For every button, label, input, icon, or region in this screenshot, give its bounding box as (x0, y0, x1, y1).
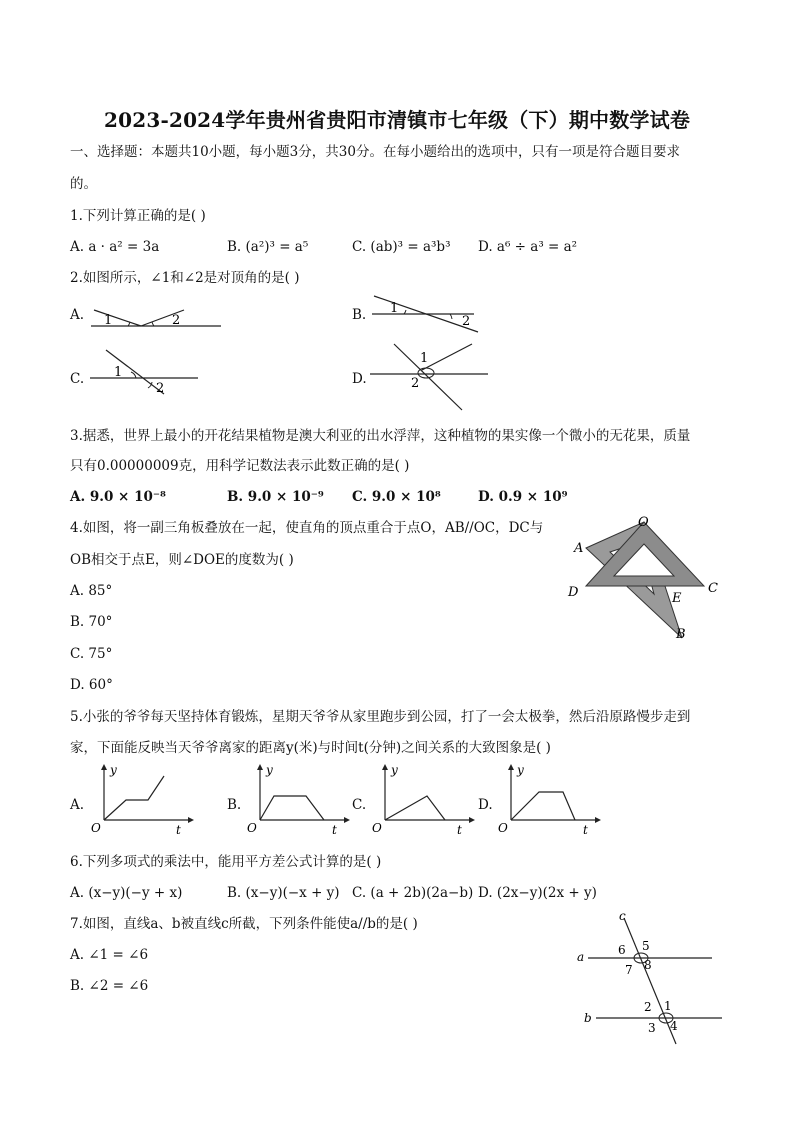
q5c-origin: O (372, 821, 382, 835)
q7-angle-8: 8 (644, 958, 652, 972)
q2b-label-2: 2 (462, 314, 471, 329)
q1-option-b: B. (a²)³ = a⁵ (227, 239, 309, 255)
q4-label-b: B (676, 627, 686, 642)
q7-option-a: A. ∠1 = ∠6 (70, 947, 149, 963)
q5b-axis-y: y (266, 763, 273, 777)
q2d-label-1: 1 (420, 351, 429, 366)
q5c-axis-y: y (391, 763, 398, 777)
q5-stem-line1: 5.小张的爷爷每天坚持体育锻炼，星期天爷爷从家里跑步到公园，打了一会太极拳，然后沿原路慢步走到 (70, 709, 691, 725)
q2-letter-c: C. (70, 371, 85, 387)
q4-label-c: C (708, 581, 718, 596)
q6-option-c: C. (a + 2b)(2a−b) (352, 885, 474, 901)
q3-stem-line1: 3.据悉，世界上最小的开花结果植物是澳大利亚的出水浮萍，这种植物的果实像一个微小的无花果，质量 (70, 428, 691, 444)
page-title: 2023-2024学年贵州省贵阳市清镇市七年级（下）期中数学试卷 (103, 108, 691, 132)
q1-option-a: A. a · a² = 3a (70, 239, 160, 255)
q5-letter-b: B. (227, 797, 242, 813)
q2-stem: 2.如图所示，∠1和∠2是对顶角的是( ) (70, 270, 300, 286)
q2-figure-c (86, 344, 202, 396)
q5-graph-c (369, 762, 479, 840)
q7-parallel-lines-figure (572, 908, 728, 1048)
q4-stem-line2: OB相交于点E，则∠DOE的度数为( ) (70, 552, 294, 568)
q5-graph-a (88, 762, 198, 840)
q2d-label-2: 2 (411, 376, 420, 391)
q5a-axis-t: t (176, 823, 181, 837)
q5-graph-b (244, 762, 354, 840)
q7-angle-7: 7 (625, 963, 633, 977)
q5d-origin: O (498, 821, 508, 835)
q4-label-d: D (568, 585, 579, 600)
q1-option-c: C. (ab)³ = a³b³ (352, 239, 451, 255)
q4-label-o: O (638, 515, 649, 530)
q5c-axis-t: t (457, 823, 462, 837)
q5-stem-line2: 家，下面能反映当天爷爷离家的距离y(米)与时间t(分钟)之间关系的大致图象是( ) (70, 740, 551, 756)
q7-angle-2: 2 (644, 1000, 652, 1014)
q7-angle-5: 5 (642, 939, 650, 953)
q7-angle-3: 3 (648, 1021, 656, 1035)
q5b-origin: O (247, 821, 257, 835)
q6-stem: 6.下列多项式的乘法中，能用平方差公式计算的是( ) (70, 854, 382, 870)
q1-stem: 1.下列计算正确的是( ) (70, 208, 206, 224)
q7-label-a: a (577, 950, 585, 964)
q2b-label-1: 1 (390, 301, 399, 316)
q2-letter-b: B. (352, 307, 367, 323)
q6-option-b: B. (x−y)(−x + y) (227, 885, 340, 901)
q5-letter-a: A. (70, 797, 85, 813)
q5-letter-c: C. (352, 797, 367, 813)
q4-option-b: B. 70° (70, 614, 113, 630)
q7-label-b: b (584, 1011, 592, 1025)
q3-option-b: B. 9.0 × 10⁻⁹ (227, 489, 324, 505)
q4-option-a: A. 85° (70, 583, 113, 599)
q5-letter-d: D. (478, 797, 493, 813)
q5-graph-d (495, 762, 605, 840)
section-heading-line1: 一、选择题：本题共10小题，每小题3分，共30分。在每小题给出的选项中，只有一项是符合题目要求 (70, 144, 680, 160)
q7-angle-6: 6 (618, 943, 626, 957)
q2-figure-b (366, 290, 486, 338)
q2-letter-d: D. (352, 371, 367, 387)
q4-stem-line1: 4.如图，将一副三角板叠放在一起，使直角的顶点重合于点O，AB//OC，DC与 (70, 520, 544, 536)
q2c-label-1: 1 (114, 365, 123, 380)
q4-option-c: C. 75° (70, 646, 113, 662)
q3-option-a: A. 9.0 × 10⁻⁸ (70, 489, 166, 505)
q6-option-a: A. (x−y)(−y + x) (70, 885, 183, 901)
q3-stem-line2: 只有0.0000000​9克，用科学记数法表示此数正确的是( ) (70, 458, 410, 474)
q5a-axis-y: y (110, 763, 117, 777)
q5d-axis-y: y (517, 763, 524, 777)
q4-label-a: A (574, 541, 584, 556)
q7-option-b: B. ∠2 = ∠6 (70, 978, 149, 994)
section-heading-line2: 的。 (70, 176, 97, 192)
q3-option-c: C. 9.0 × 10⁸ (352, 489, 441, 505)
q7-angle-4: 4 (670, 1019, 678, 1033)
q2c-label-2: 2 (156, 381, 165, 396)
q5a-origin: O (91, 821, 101, 835)
q7-angle-1: 1 (664, 999, 672, 1013)
q2-figure-a (86, 296, 226, 336)
q2a-label-1: 1 (104, 313, 113, 328)
q5b-axis-t: t (332, 823, 337, 837)
q6-option-d: D. (2x−y)(2x + y) (478, 885, 597, 901)
q4-option-d: D. 60° (70, 677, 113, 693)
q7-stem: 7.如图，直线a、b被直线c所截，下列条件能使a//b的是( ) (70, 916, 418, 932)
q4-label-e: E (672, 591, 682, 606)
q4-triangle-figure (562, 514, 732, 646)
q2-figure-d (366, 340, 492, 412)
q3-option-d: D. 0.9 × 10⁹ (478, 489, 568, 505)
q5d-axis-t: t (583, 823, 588, 837)
q7-label-c: c (619, 909, 626, 923)
q1-option-d: D. a⁶ ÷ a³ = a² (478, 239, 578, 255)
q2-letter-a: A. (70, 307, 85, 323)
q2a-label-2: 2 (172, 313, 181, 328)
